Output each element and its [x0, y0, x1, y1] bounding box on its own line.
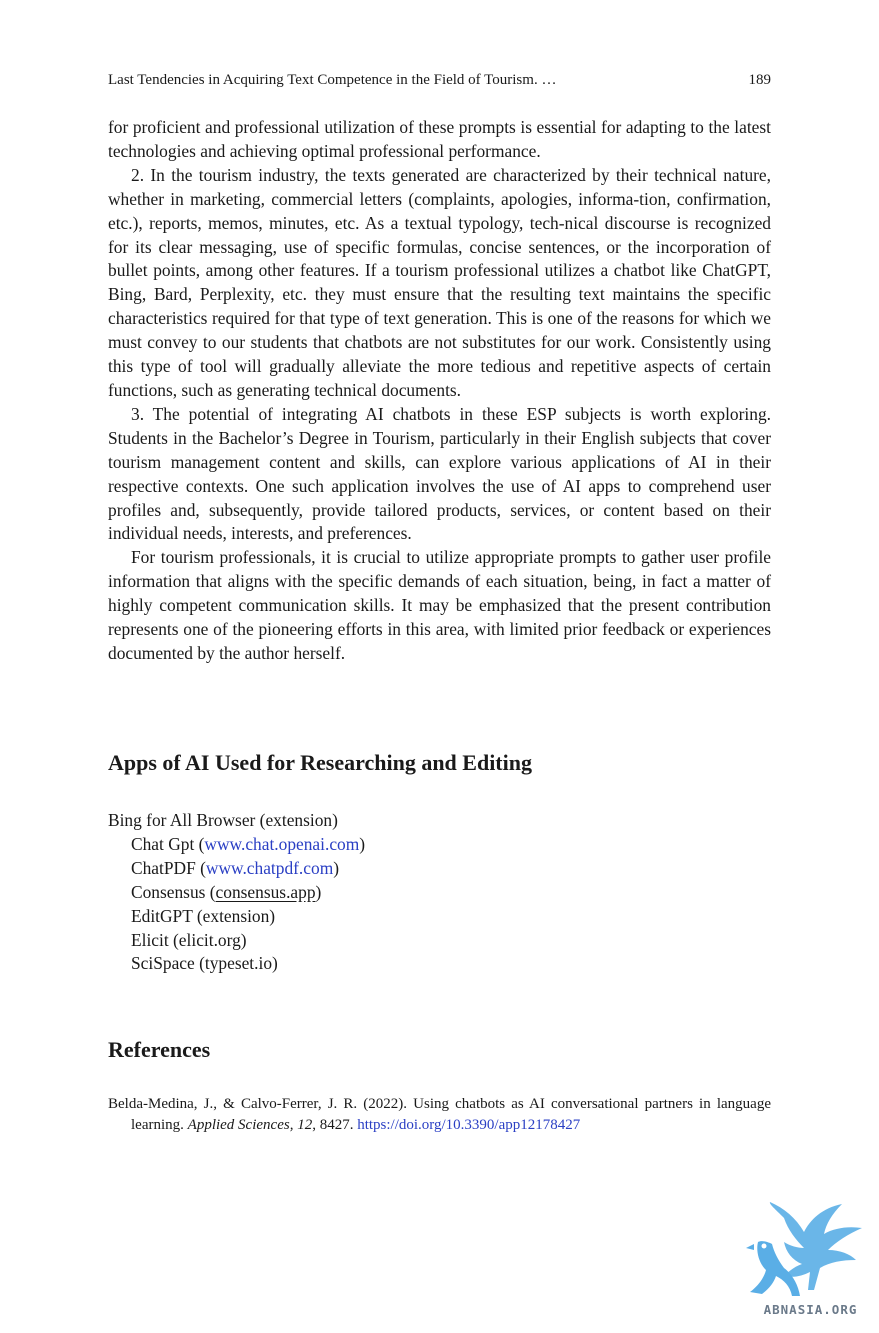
reference-authors: Belda-Medina, J., & Calvo-Ferrer, J. R. (2022). Using chatbots as AI conversational partners in language learning.	[108, 1096, 771, 1133]
body-text	[108, 116, 771, 666]
references-list	[108, 1094, 771, 1136]
reference-entry	[108, 1094, 771, 1136]
list-item-scispace: SciSpace (typeset.io)	[131, 953, 278, 974]
chatgpt-name: Chat Gpt (	[131, 833, 205, 854]
paragraph-1: for proficient and professional utilization of these prompts is essential for adapting to the latest technologies and achieving optimal professional performance.	[108, 117, 771, 161]
chatgpt-link[interactable]: www.chat.openai.com	[204, 833, 360, 854]
consensus-name: Consensus (	[131, 881, 216, 902]
list-item-chatgpt	[108, 833, 771, 857]
watermark	[744, 1198, 877, 1328]
reference-doi-link[interactable]: https://doi.org/10.3390/app12178427	[357, 1117, 581, 1133]
list-item-chatpdf	[108, 857, 771, 881]
consensus-close: )	[315, 881, 322, 902]
reference-journal: Applied Sciences, 12	[187, 1117, 313, 1133]
references-heading: References	[108, 1037, 211, 1062]
watermark-text: ABNASIA.ORG	[763, 1302, 858, 1317]
list-item-consensus	[108, 881, 771, 905]
consensus-link[interactable]: consensus.app	[215, 881, 316, 902]
chatpdf-close: )	[333, 857, 340, 878]
chatpdf-link[interactable]: www.chatpdf.com	[205, 857, 334, 878]
running-header	[108, 69, 771, 91]
chatpdf-name: ChatPDF (	[131, 857, 206, 878]
list-item-editgpt: EditGPT (extension)	[131, 905, 276, 926]
paragraph-3: 3. The potential of integrating AI chatbots in these ESP subjects is worth exploring. Students in the Bachelor’s Degree in Tourism, particularly in their English subjects that cover tourism management content and skills, can explore various applications of AI in their respective contexts. One such application involves the use of AI apps to comprehend user profiles and, subsequently, provide tailored products, services, or content based on their individual needs, interests, and preferences.	[108, 403, 771, 544]
chatgpt-close: )	[359, 833, 366, 854]
paragraph-2: 2. In the tourism industry, the texts generated are characterized by their technical nature, whether in marketing, commercial letters (complaints, apologies, informa-tion, confirmation, etc.), reports, memos, minutes, etc. As a textual typology, tech-nical discourse is recognized for its clear messaging, use of specific formulas, concise sentences, or the incorporation of bullet points, among other features. If a tourism professional utilizes a chatbot like ChatGPT, Bing, Bard, Perplexity, etc. they must ensure that the resulting text maintains the specific characteristics required for that type of text generation. This is one of the reasons for which we must convey to our students that chatbots are not substitutes for our work. Consistently using this type of tool will gradually alleviate the more tedious and repetitive aspects of certain functions, such as generating technical documents.	[108, 164, 771, 400]
running-title: Last Tendencies in Acquiring Text Competence in the Field of Tourism. …	[108, 72, 557, 88]
apps-section-heading: Apps of AI Used for Researching and Editing	[108, 750, 532, 775]
page-number: 189	[748, 72, 771, 88]
paragraph-4: For tourism professionals, it is crucial to utilize appropriate prompts to gather user profile information that aligns with the specific demands of each situation, being, in fact a matter of highly competent communication skills. It may be emphasized that the present contribution represents one of the pioneering efforts in this area, with limited prior feedback or experiences documented by the author herself.	[108, 547, 771, 663]
apps-list	[108, 809, 771, 976]
list-item-bing: Bing for All Browser (extension)	[108, 810, 338, 830]
griffin-logo-icon	[744, 1198, 877, 1302]
list-item-elicit: Elicit (elicit.org)	[131, 929, 247, 950]
reference-pages: , 8427.	[312, 1117, 358, 1133]
